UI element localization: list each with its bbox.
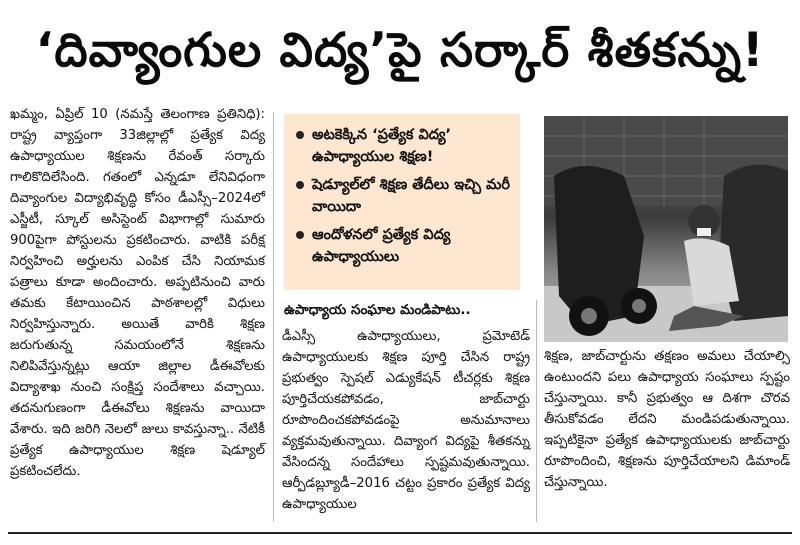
bullet-icon xyxy=(296,131,304,139)
bullet-icon xyxy=(296,181,304,189)
highlight-text: ఆందోళనలో ప్రత్యేక విద్య ఉపాధ్యాయులు xyxy=(312,227,451,265)
column-1-text: ఖమ్మం, ఏప్రిల్‌ 10 (నమస్తే తెలంగాణ ప్రతినిధి): రాష్ట్ర వ్యాప్తంగా 33జిల్లాల్లో ప్రత్యేక విద్య ఉపాధ్యాయుల శిక్షణను రేవంత్‌ సర్కారు గాలికొదిలేసింది. గతంలో ఎన్నడూ లేనివిధంగా దివ్యాంగుల విద్యాభివృద్ధి కోసం డీఎస్సీ–2024లో ఎస్జీటీ, స్కూల్‌ అసిస్టెంట్‌ విభాగాల్లో సుమారు 900పైగా పోస్టులను ప్రకటించారు. వాటికి పరీక్ష నిర్వహించి అర్హులను ఎంపిక చేసి నియామక పత్రాలు కూడా అందించారు. అప్పటినుంచి వారు తమకు కేటాయించిన పాఠశాలల్లో విధులు నిర్వహిస్తున్నారు. అయితే వారికి శిక్షణ జరుగుతున్న సమయంలోనే శిక్షణను నిలిపివేస్తున్నట్లు ఆయా జిల్లాల డీఈవోలకు విద్యాశాఖ నుంచి సంక్షిప్త సందేశాలు వచ్చాయి. తదనుగుణంగా డీఈవోలు శిక్షణను వాయిదా వేశారు. ఇది జరిగి నెలలో జులు కావస్తున్నా.. నేటికీ ప్రత్యేక ఉపాధ్యాయుల శిక్షణ షెడ్యూల్‌ ప్రకటించలేదు. xyxy=(10,107,265,479)
headline: ‘దివ్యాంగుల విద్య’పై సర్కార్‌ శీతకన్ను! xyxy=(35,23,765,78)
highlights-box xyxy=(284,114,520,290)
highlight-text: అటకెక్కిన ‘ప్రత్యేక విద్య’ ఉపాధ్యాయుల శిక్షణ! xyxy=(312,127,452,165)
highlight-item xyxy=(296,124,512,168)
bottom-rule xyxy=(8,532,792,534)
column-divider xyxy=(273,112,274,522)
news-photo xyxy=(544,116,788,342)
highlight-item xyxy=(296,174,512,218)
article-column-3 xyxy=(544,346,790,493)
highlight-text: షెడ్యూల్‌లో శిక్షణ తేదీలు ఇచ్చి మరీ వాయిదా xyxy=(312,177,510,215)
photo-illustration xyxy=(544,116,788,342)
bullet-icon xyxy=(296,231,304,239)
column-divider xyxy=(536,300,537,522)
column-3-text: శిక్షణ, జాబ్‌చార్టును తక్షణం అమలు చేయాల్సి ఉంటుందని పలు ఉపాధ్యాయ సంఘాలు స్పష్టం చేస్తున్నాయి. కానీ ప్రభుత్వం ఆ దిశగా చొరవ తీసుకోవడం లేదని మండిపడుతున్నాయి. ఇప్పటికైనా ప్రత్యేక ఉపాధ్యాయులకు జాబ్‌చార్టు రూపొందించి, శిక్షణను పూర్తిచేయాలని డిమాండ్‌ చేస్తున్నాయి. xyxy=(544,349,790,490)
article-column-1 xyxy=(10,104,265,482)
subheading: ఉపాధ్యాయ సంఘాల మండిపాటు.. xyxy=(284,302,471,318)
column-2-text: డీఎస్సీ ఉపాధ్యాయులు, ప్రమోటెడ్‌ ఉపాధ్యాయులకు శిక్షణ పూర్తి చేసిన రాష్ట్ర ప్రభుత్వం స్పెషల్‌ ఎడ్యుకేషన్‌ టీచర్లకు శిక్షణ పూర్తిచేయకపోవడం, జాబ్‌చార్టు రూపొందించకపోవడంపై అనుమానాలు వ్యక్తమవుతున్నాయి. దివ్యాంగ విద్యపై శీతకన్ను వేసిందన్న సందేహాలు స్పష్టమవుతున్నాయి. ఆర్పీడబ్ల్యూడీ–2016 చట్టం ప్రకారం ప్రత్యేక విద్య ఉపాధ్యాయుల xyxy=(282,329,530,512)
article-column-2 xyxy=(282,326,530,515)
highlight-item xyxy=(296,224,512,268)
